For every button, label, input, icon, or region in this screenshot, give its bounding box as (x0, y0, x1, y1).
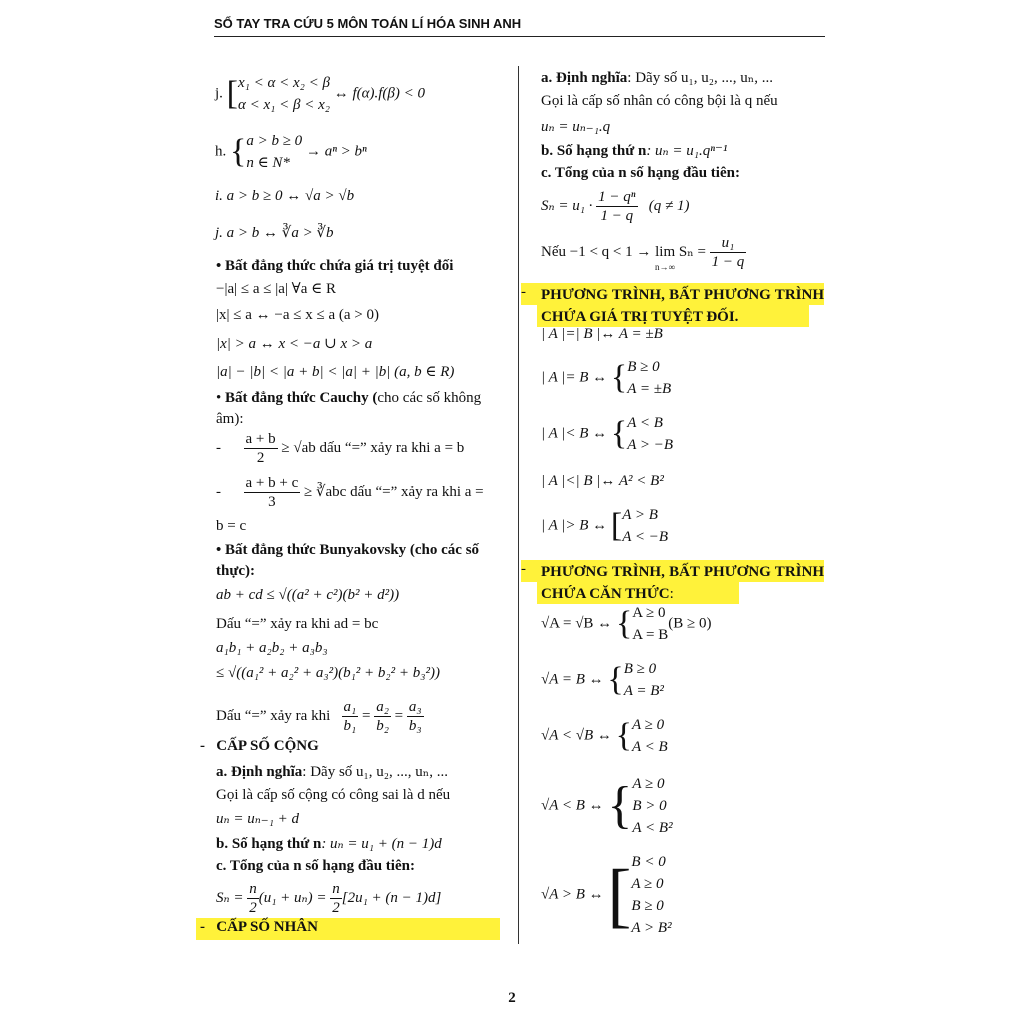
abs-equation-heading: PHƯƠNG TRÌNH, BẤT PHƯƠNG TRÌNH CHỨA GIÁ TRỊ TUYỆT ĐỐI. (541, 287, 824, 325)
eq-line: B < 0 (631, 854, 666, 870)
item-label: j. (215, 85, 223, 102)
eq-lhs: √A = B ↔ (541, 671, 604, 688)
bracket-symbol: [ (607, 855, 632, 935)
fraction (374, 698, 391, 735)
ap-sum-label: c. Tổng của n số hạng đầu tiên: (216, 858, 415, 874)
limit-lhs: Nếu −1 < q < 1 → lim Sₙ = (541, 243, 706, 260)
cauchy-formula-2var (216, 430, 502, 467)
term-label: b. Số hạng thứ n (216, 836, 322, 852)
cauchy-rest: ≥ ∛abc dấu “=” xảy ra khi a = (303, 483, 484, 500)
eq-line: A > B (622, 507, 658, 523)
gp-sum-formula (541, 188, 827, 225)
abs-formula-2: |x| ≤ a ↔ −a ≤ x ≤ a (a > 0) (216, 307, 379, 323)
eq-lhs: √A = √B ↔ (541, 615, 613, 632)
bunyakovsky-heading-text: Bất đẳng thức Bunyakovsky (cho các số thực): (216, 542, 480, 579)
root-heading-colon: : (669, 586, 674, 602)
eq-line: A = ±B (627, 381, 672, 397)
eq-line: A < B (627, 415, 663, 431)
eq-line: B ≥ 0 (627, 359, 660, 375)
eq-lhs: | A |> B ↔ (541, 517, 608, 534)
eq-line: A < B² (632, 820, 673, 836)
dash-bullet: - (216, 483, 221, 500)
limit-subscript: n→∞ (655, 262, 675, 272)
brace-symbol: { (610, 415, 628, 452)
eq-lhs: √A < √B ↔ (541, 727, 612, 744)
abs-equation-1: | A |=| B |↔ A = ±B (541, 326, 663, 342)
gp-definition-line-3: uₙ = uₙ₋₁.q (541, 119, 611, 135)
arithmetic-progression-heading (200, 738, 502, 755)
sum-mid: (u₁ + uₙ) = (258, 889, 327, 906)
root-equation-2 (541, 658, 827, 702)
fraction-denominator: 2 (249, 900, 257, 916)
page-number: 2 (508, 990, 516, 1006)
fraction-denominator: b₁ (343, 718, 357, 734)
abs-formula-3: |x| > a ↔ x < −a ∪ x > a (216, 336, 373, 352)
ap-nth-term (216, 834, 502, 853)
eq-line: B ≥ 0 (631, 898, 664, 914)
brace-symbol: { (607, 661, 624, 698)
bunyakovsky-heading: • Bất đẳng thức Bunyakovsky (cho các số thực): (216, 542, 480, 579)
fraction-denominator: 1 − q (711, 254, 745, 270)
abs-equation-2 (541, 356, 827, 400)
page-header (214, 16, 825, 37)
fraction-numerator: 1 − qⁿ (598, 189, 636, 205)
fraction (247, 880, 259, 917)
section-title: CẤP SỐ NHÂN (216, 919, 318, 935)
eq-line: A ≥ 0 (631, 876, 664, 892)
eq-line: A ≥ 0 (632, 776, 665, 792)
ineq-line: x₁ < α < x₂ < β (238, 75, 330, 91)
sum-lhs: Sₙ = (216, 889, 244, 906)
fraction-numerator: n (249, 881, 257, 897)
inequality-j2: j. a > b ↔ ∛a > ∛b (215, 225, 334, 241)
term-formula: : uₙ = u₁ + (n − 1)d (321, 836, 442, 852)
cauchy-heading-bold: Bất đẳng thức Cauchy ( (225, 390, 378, 406)
dash-bullet: - (200, 738, 205, 754)
fraction-denominator: b₂ (376, 718, 389, 734)
fraction-numerator: a₁ (343, 699, 357, 715)
root-equation-3 (541, 714, 827, 758)
fraction-denominator: 3 (268, 494, 276, 510)
inequality-j1 (215, 72, 502, 116)
fraction (244, 430, 278, 467)
brace-symbol: { (230, 133, 247, 170)
eq-line: A < −B (622, 529, 669, 545)
abs-formula-4: |a| − |b| < |a + b| < |a| + |b| (a, b ∈ R) (216, 364, 455, 380)
cauchy-continuation: b = c (216, 518, 247, 534)
ap-definition (216, 762, 502, 781)
brace-symbol: { (615, 717, 632, 754)
eq-line: A = B (632, 627, 669, 643)
definition-label: a. Định nghĩa (216, 764, 303, 780)
bunyakovsky-formula-1: ab + cd ≤ √((a² + c²)(b² + d²)) (216, 587, 400, 603)
sum-lhs: Sₙ = u₁ · (541, 197, 593, 214)
gp-definition (541, 68, 827, 87)
equality-text: Dấu “=” xảy ra khi (216, 707, 331, 724)
ap-definition-line-2: Gọi là cấp số cộng có công sai là d nếu (216, 787, 451, 803)
ineq-result: → aⁿ > bⁿ (305, 143, 367, 160)
fraction-numerator: a + b + c (245, 475, 299, 491)
bunyakovsky-equality-1: Dấu “=” xảy ra khi ad = bc (216, 616, 379, 632)
bracket-symbol: [ (610, 507, 623, 544)
cauchy-heading: • Bất đẳng thức Cauchy (cho các số không âm): (216, 390, 482, 427)
ineq-line: α < x₁ < β < x₂ (238, 97, 330, 113)
bracket-symbol: [ (226, 75, 238, 112)
eq-lhs: | A |= B ↔ (541, 369, 608, 386)
root-equation-5 (541, 851, 827, 939)
fraction-numerator: a + b (245, 431, 276, 447)
eq-line: B > 0 (632, 798, 667, 814)
cauchy-rest: ≥ √ab dấu “=” xảy ra khi a = b (281, 439, 465, 456)
cauchy-heading-tail: cho các số không âm): (216, 390, 482, 427)
inequality-i: i. a > b ≥ 0 ↔ √a > √b (215, 188, 355, 204)
fraction-numerator: a₃ (408, 699, 422, 715)
abs-formula-1: −|a| ≤ a ≤ |a| ∀a ∈ R (216, 281, 336, 297)
eq-line: A = B² (623, 683, 664, 699)
fraction-numerator: n (332, 881, 340, 897)
abs-equation-5 (541, 504, 827, 548)
fraction (407, 698, 424, 735)
root-equation-heading (541, 561, 824, 605)
bunyakovsky-formula-3: ≤ √((a₁² + a₂² + a₃²)(b₁² + b₂² + b₃²)) (216, 665, 440, 681)
fraction (244, 474, 301, 511)
root-equation-1 (541, 602, 827, 646)
gp-sum-label: c. Tổng của n số hạng đầu tiên: (541, 165, 740, 181)
fraction-denominator: b₃ (408, 718, 422, 734)
fraction (330, 880, 342, 917)
root-equation-4 (541, 773, 827, 839)
fraction (596, 188, 637, 225)
dash-bullet: - (216, 439, 221, 456)
abs-equation-3 (541, 412, 827, 456)
gp-nth-term (541, 141, 827, 160)
header-title: SỔ TAY TRA CỨU 5 MÔN TOÁN LÍ HÓA SINH ANH (214, 16, 522, 31)
fraction-denominator: 2 (256, 450, 265, 466)
sum-rhs: [2u₁ + (n − 1)d] (341, 889, 442, 906)
ineq-result: ↔ f(α).f(β) < 0 (333, 85, 426, 102)
sum-condition: (q ≠ 1) (648, 197, 690, 214)
eq-line: A ≥ 0 (632, 605, 666, 621)
bunyakovsky-equality-2: Dấu “=” xảy ra khi $\frac{\text{a₁}}{\text{b₁}}$ = $\frac{\text{a₂}}{\text{b₂}}$ = $\frac{\text{a₃}}{\text{b₃}}$ (216, 699, 422, 734)
fraction (342, 698, 359, 735)
eq-condition: (B ≥ 0) (668, 615, 712, 632)
definition-text: : Dãy số u₁, u₂, ..., uₙ, ... (302, 764, 448, 780)
ap-definition-line-3: uₙ = uₙ₋₁ + d (216, 811, 300, 827)
fraction-numerator: a₂ (376, 699, 389, 715)
dash-bullet: - (521, 561, 526, 577)
eq-lhs: √A < B ↔ (541, 797, 604, 814)
geometric-progression-heading (200, 919, 502, 936)
definition-text: : Dãy số u₁, u₂, ..., uₙ, ... (627, 70, 773, 86)
term-label: b. Số hạng thứ n (541, 143, 647, 159)
abs-heading-text: Bất đẳng thức chứa giá trị tuyệt đối (225, 258, 454, 274)
definition-label: a. Định nghĩa (541, 70, 628, 86)
gp-definition-line-2: Gọi là cấp số nhân có công bội là q nếu (541, 93, 778, 109)
eq-line: A < B (631, 739, 668, 755)
dash-bullet: - (200, 919, 205, 935)
ineq-line: n ∈ N* (246, 155, 290, 171)
brace-symbol: { (615, 605, 633, 642)
fraction-denominator: 2 (332, 900, 340, 916)
root-heading-text: PHƯƠNG TRÌNH, BẤT PHƯƠNG TRÌNH CHỨA CĂN THỨC (541, 564, 824, 602)
ineq-line: a > b ≥ 0 (246, 133, 303, 149)
eq-line: A > −B (627, 437, 674, 453)
inequality-h (215, 130, 502, 174)
cauchy-formula-3var (216, 474, 502, 511)
term-formula: : uₙ = u₁.qⁿ⁻¹ (646, 143, 728, 159)
eq-line: B ≥ 0 (623, 661, 657, 677)
ap-sum-formula (216, 880, 502, 917)
abs-heading: • Bất đẳng thức chứa giá trị tuyệt đối (216, 258, 454, 274)
eq-line: A > B² (631, 920, 672, 936)
eq-lhs: √A > B ↔ (541, 886, 604, 903)
eq-lhs: | A |< B ↔ (541, 425, 608, 442)
abs-equation-4: | A |<| B |↔ A² < B² (541, 473, 664, 489)
column-divider (518, 66, 519, 944)
bunyakovsky-formula-2: a₁b₁ + a₂b₂ + a₃b₃ (216, 640, 328, 656)
brace-symbol: { (607, 777, 633, 834)
section-title: CẤP SỐ CỘNG (216, 738, 319, 754)
fraction-numerator: u₁ (710, 234, 747, 253)
fraction-denominator: 1 − q (600, 208, 634, 224)
dash-bullet: - (521, 284, 526, 300)
eq-line: A ≥ 0 (631, 717, 665, 733)
brace-symbol: { (610, 359, 628, 396)
item-label: h. (215, 143, 227, 160)
